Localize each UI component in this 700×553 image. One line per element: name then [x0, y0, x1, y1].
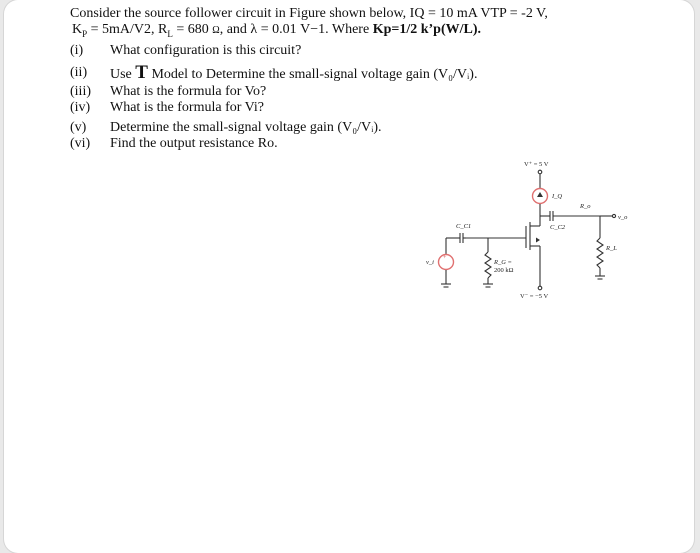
vminus-terminal — [538, 286, 542, 290]
question-text: Determine the small-signal voltage gain (V₀/Vᵢ). — [110, 119, 382, 135]
intro-line-1: Consider the source follower circuit in Figure shown below, IQ = 10 mA VTP = -2 V, — [70, 6, 548, 21]
source-follower-circuit — [420, 158, 640, 303]
cc1-label: C_C1 — [456, 223, 472, 230]
question-text: What is the formula for Vi? — [110, 99, 265, 115]
vo-label: v_o — [618, 214, 628, 221]
question-v — [70, 120, 548, 136]
question-text: Find the output resistance Ro. — [110, 135, 278, 151]
kp-formula: Kp=1/2 k’p(W/L). — [372, 22, 482, 37]
intro-line-2: $K_P = 5mA/V2$, $R_L = 680$ Ω, and λ = 0.01 V−1. Where Kp=1/2 k’p(W/L). — [72, 22, 482, 39]
question-iv — [70, 100, 548, 116]
vo-terminal — [612, 214, 615, 217]
vminus-label: V⁻ = −5 V — [520, 293, 549, 300]
question-number: (ii) — [70, 64, 88, 80]
rl-label: R_L — [606, 245, 617, 252]
rg-label-line2: 200 kΩ — [494, 267, 514, 274]
question-vi — [70, 136, 548, 152]
plus-sign: + — [443, 255, 447, 261]
current-arrow-icon — [537, 192, 543, 197]
question-number: (v) — [70, 119, 87, 135]
vplus-label: V⁺ = 5 V — [524, 161, 549, 168]
question-text: Use T Model to Determine the small-signal voltage gain (V₀/Vᵢ). — [110, 61, 478, 83]
question-number: (vi) — [70, 135, 91, 151]
cc2-label: C_C2 — [550, 224, 566, 231]
rg-resistor — [485, 252, 491, 278]
question-text: What is the formula for Vo? — [110, 83, 267, 99]
question-number: (i) — [70, 42, 84, 58]
ro-label: R_o — [580, 203, 591, 210]
question-number: (iii) — [70, 83, 91, 99]
vi-label: v_i — [426, 259, 434, 266]
question-i — [70, 43, 548, 59]
question-iii — [70, 84, 548, 100]
vplus-terminal — [538, 170, 542, 174]
rl-resistor — [597, 238, 603, 268]
question-ii — [70, 61, 548, 84]
problem-text — [70, 6, 548, 152]
iq-label: I_Q — [552, 193, 563, 200]
question-number: (iv) — [70, 99, 91, 115]
question-text: What configuration is this circuit? — [110, 42, 302, 58]
mosfet-arrow-icon — [536, 238, 540, 243]
rg-label-line1: R_G = — [494, 259, 512, 266]
